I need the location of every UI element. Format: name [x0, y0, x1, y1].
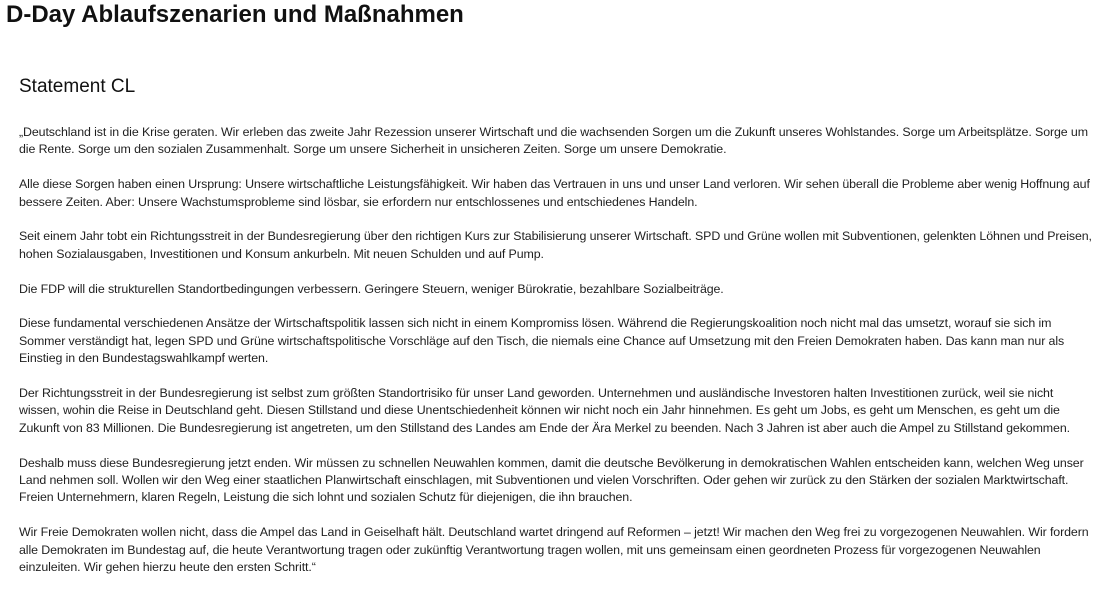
- document-title: D-Day Ablaufszenarien und Maßnahmen: [6, 1, 464, 28]
- statement-paragraph: Der Richtungsstreit in der Bundesregierung ist selbst zum größten Standortrisiko für unser Land geworden. Unternehmen und ausländische Investoren halten Investitionen zurück, weil sie nicht wissen, wohin die Reise in Deutschland geht. Diesen Stillstand und diese Unentschiedenheit können wir nicht noch ein Jahr hinnehmen. Es geht um Jobs, es geht um Menschen, es geht um die Zukunft von 83 Millionen. Die Bundesregierung ist angetreten, um den Stillstand des Landes am Ende der Ära Merkel zu beenden. Nach 3 Jahren ist aber auch die Ampel zu Stillstand gekommen.: [19, 386, 1070, 435]
- statement-paragraph: Diese fundamental verschiedenen Ansätze der Wirtschaftspolitik lassen sich nicht in einem Kompromiss lösen. Während die Regierungskoalition noch nicht mal das umsetzt, worauf sie sich im Sommer verständigt hat, legen SPD und Grüne wirtschaftspolitische Vorschläge auf den Tisch, die niemals eine Chance auf Umsetzung mit den Freien Demokraten haben. Das kann man nur als Einstieg in den Bundestagswahlkampf werten.: [19, 316, 1065, 366]
- statement-paragraph: Deshalb muss diese Bundesregierung jetzt enden. Wir müssen zu schnellen Neuwahlen kommen, damit die deutsche Bevölkerung in demokratischen Wahlen entscheiden kann, welchen Weg unser Land nehmen soll. Wollen wir den Weg einer staatlichen Planwirtschaft einschlagen, mit Subventionen und vielen Vorschriften. Oder gehen wir zurück zu den Stärken der sozialen Marktwirtschaft. Freien Unternehmern, klaren Regeln, Leistung die sich lohnt und sozialen Schutz für diejenigen, die ihn brauchen.: [19, 455, 1084, 505]
- statement-paragraph: Wir Freie Demokraten wollen nicht, dass die Ampel das Land in Geiselhaft hält. Deutschland wartet dringend auf Reformen – jetzt! Wir machen den Weg frei zu vorgezogenen Neuwahlen. Wir fordern alle Demokraten im Bundestag auf, die heute Verantwortung tragen oder zukünftig Verantwortung tragen wollen, mit uns gemeinsam einen geordneten Prozess für vorgezogenen Neuwahlen einzuleiten. Wir gehen hierzu heute den ersten Schritt.“: [19, 525, 1089, 575]
- section-heading: Statement CL: [19, 76, 136, 97]
- statement-body: [19, 124, 1096, 576]
- statement-paragraph: Seit einem Jahr tobt ein Richtungsstreit in der Bundesregierung über den richtigen Kurs zur Stabilisierung unserer Wirtschaft. SPD und Grüne wollen mit Subventionen, gelenkten Löhnen und Preisen, hohen Sozialausgaben, Investitionen und Konsum ankurbeln. Mit neuen Schulden und auf Pump.: [19, 229, 1092, 261]
- statement-paragraph: Alle diese Sorgen haben einen Ursprung: Unsere wirtschaftliche Leistungsfähigkeit. Wir haben das Vertrauen in uns und unser Land verloren. Wir sehen überall die Probleme aber wenig Hoffnung auf bessere Zeiten. Aber: Unsere Wachstumsprobleme sind lösbar, sie erfordern nur entschlossenes und entschiedenes Handeln.: [19, 177, 1090, 209]
- statement-paragraph: Die FDP will die strukturellen Standortbedingungen verbessern. Geringere Steuern, weniger Bürokratie, bezahlbare Sozialbeiträge.: [19, 281, 724, 296]
- statement-paragraph: „Deutschland ist in die Krise geraten. Wir erleben das zweite Jahr Rezession unserer Wirtschaft und die wachsenden Sorgen um die Zukunft unseres Wohlstandes. Sorge um Arbeitsplätze. Sorge um die Rente. Sorge um den sozialen Zusammenhalt. Sorge um unsere Sicherheit in unsicheren Zeiten. Sorge um unsere Demokratie.: [19, 125, 1088, 157]
